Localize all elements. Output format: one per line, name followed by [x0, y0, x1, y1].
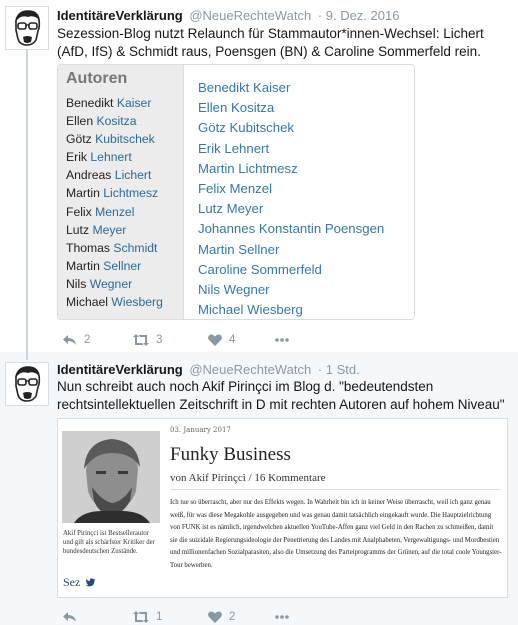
user-handle[interactable]: @NeueRechteWatch [189, 8, 312, 23]
photo-caption: Akif Pirinçci ist Bestsellerautor und gilt als schärfster Kritiker der bundesdeutschen Zustände. [63, 530, 155, 555]
avatar[interactable] [5, 362, 49, 406]
author-last-name: Kaiser [116, 96, 152, 110]
old-author-item [66, 275, 163, 293]
old-authors-panel [58, 65, 184, 319]
new-author-item: Felix Menzel [198, 180, 273, 196]
retweet-icon [132, 332, 150, 348]
avatar-face-icon [6, 363, 48, 405]
old-author-item [66, 203, 163, 221]
author-last-name: Meyer [92, 222, 127, 237]
author-first-name: Götz [66, 132, 92, 147]
old-author-item [66, 112, 163, 130]
author-last-name: Wegner [89, 276, 133, 291]
avatar-face-icon [6, 7, 48, 49]
old-authors-list [66, 94, 163, 311]
like-count: 2 [229, 611, 236, 623]
author-last-name: Lichert [114, 168, 152, 183]
more-icon [274, 609, 290, 625]
author-first-name: Thomas [66, 240, 111, 255]
thread-line [26, 352, 28, 360]
author-last-name: Menzel [95, 204, 135, 219]
old-authors-title: Autoren [66, 70, 128, 87]
new-author-item: Lutz Meyer [198, 201, 264, 217]
display-name[interactable]: IdentitäreVerklärung [57, 8, 183, 23]
author-last-name: Kubitschek [95, 132, 155, 147]
author-first-name: Nils [66, 276, 87, 291]
retweet-count: 3 [156, 334, 163, 346]
retweet-count: 1 [156, 611, 163, 623]
post-date: 03. January 2017 [170, 426, 231, 434]
tweet-header [57, 8, 399, 23]
like-button[interactable] [207, 609, 235, 625]
author-photo [62, 431, 160, 523]
post-author-line: von Akif Pirinçci / 16 Kommentare [170, 472, 326, 484]
reply-icon [62, 609, 78, 625]
thread-line [26, 50, 28, 352]
more-button[interactable] [274, 609, 290, 625]
new-authors-list [198, 78, 384, 320]
post-body: Ich tue so überrascht, aber nur des Effekts wegen. In Wahrheit bin ich in keiner Weise überrascht, weil ich ganz genau weiß, für was diese Megakohle ausgegeben und was genau damit tatsächlich eingekauft wurde. Die Hauptzielrichtung von FUNK ist es nämlich, irgendwelchen aktuellen YouTube-Affen ganz viel Geld in den Rachen zu schmeißen, damit sie die suizidale Regierungsideologie der Penetrierung des Landes mit Analphabeten, Vergewaltigungs- und Mordbestien und millionenfachen Sozialparasiten, also die Umsetzung des Parteiprogramms der Grünen, auf die total coole Youngster-Tour bewerben. [170, 499, 502, 569]
author-last-name: Wiesberg [111, 295, 163, 310]
tweet-text: Nun schreibt auch noch Akif Pirinçci im Blog d. "bedeutendsten rechtsintellektuellen Zeitschrift in D mit rechten Autoren auf hohem Niveau" [57, 379, 505, 412]
new-author-item: Erik Lehnert [198, 140, 270, 156]
old-author-item [66, 166, 163, 184]
author-first-name: Erik [66, 150, 87, 165]
display-name[interactable]: IdentitäreVerklärung [57, 362, 183, 377]
heart-icon [207, 332, 223, 348]
new-author-item: Martin Sellner [198, 241, 280, 257]
author-last-name: Lichtmesz [103, 186, 159, 201]
like-button[interactable] [207, 332, 235, 348]
heart-icon [207, 609, 223, 625]
author-portrait-icon [62, 431, 160, 523]
tweet-text: Sezession-Blog nutzt Relaunch für Stammautor*innen-Wechsel: Lichert (AfD, IfS) & Schmidt raus, Poensgen (BN) & Caroline Sommerfeld rein. [57, 26, 484, 59]
author-first-name: Ellen [66, 114, 94, 129]
new-author-item: Michael Wiesberg [198, 302, 303, 318]
sezession-logo[interactable] [63, 575, 96, 590]
reply-button[interactable] [62, 609, 84, 625]
avatar[interactable] [5, 6, 49, 50]
divider [170, 489, 500, 490]
old-author-item [66, 94, 163, 112]
reply-count: 2 [84, 334, 91, 346]
new-author-item: Benedikt Kaiser [198, 80, 291, 95]
author-first-name: Michael [66, 295, 108, 310]
tweet-header [57, 362, 360, 377]
author-first-name: Lutz [66, 222, 90, 237]
reply-icon [62, 332, 78, 348]
twitter-bird-icon [85, 577, 96, 588]
old-author-item [66, 221, 163, 239]
old-author-item [66, 130, 163, 148]
old-author-item [66, 293, 163, 311]
more-icon [274, 332, 290, 348]
new-author-item: Götz Kubitschek [198, 120, 295, 136]
timestamp[interactable]: · 9. Dez. 2016 [317, 8, 400, 23]
author-first-name: Benedikt [66, 96, 114, 110]
author-last-name: Schmidt [113, 240, 158, 255]
tweet-image-card[interactable] [57, 64, 415, 320]
author-first-name: Andreas [66, 168, 112, 183]
reply-button[interactable] [62, 332, 90, 348]
like-count: 4 [229, 334, 236, 346]
retweet-icon [132, 609, 150, 625]
retweet-button[interactable] [132, 609, 162, 625]
author-first-name: Martin [66, 258, 100, 273]
blog-screenshot-image[interactable] [57, 418, 508, 598]
new-author-item: Martin Lichtmesz [198, 160, 298, 176]
old-author-item [66, 148, 163, 166]
author-first-name: Felix [66, 204, 92, 219]
sezession-logo-text: Sez [63, 575, 81, 589]
old-author-item [66, 257, 163, 275]
new-author-item: Nils Wegner [198, 281, 270, 297]
new-author-item: Johannes Konstantin Poensgen [198, 221, 385, 237]
timestamp[interactable]: · 1 Std. [317, 362, 360, 377]
more-button[interactable] [274, 332, 290, 348]
user-handle[interactable]: @NeueRechteWatch [189, 362, 312, 377]
author-last-name: Lehnert [90, 150, 132, 165]
new-author-item: Caroline Sommerfeld [198, 261, 322, 277]
old-author-item [66, 239, 163, 257]
author-last-name: Sellner [103, 258, 142, 273]
author-first-name: Martin [66, 186, 100, 201]
new-author-item: Ellen Kositza [198, 100, 275, 116]
retweet-button[interactable] [132, 332, 162, 348]
post-title: Funky Business [170, 444, 291, 465]
author-last-name: Kositza [96, 114, 137, 129]
old-author-item [66, 184, 163, 202]
